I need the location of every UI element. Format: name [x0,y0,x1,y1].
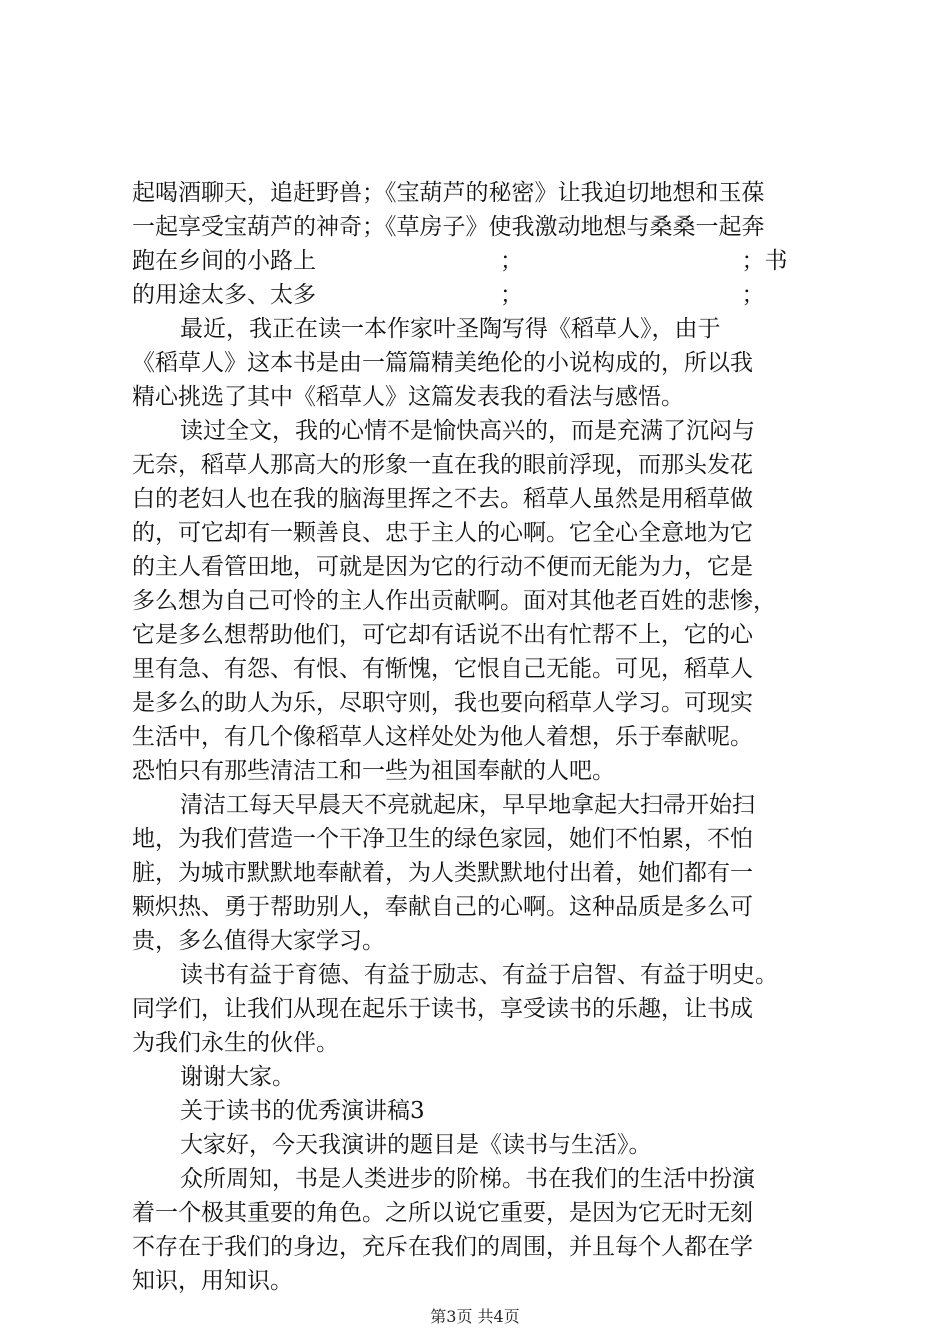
paragraph-start-line: 众所周知，书是人类进步的阶梯。书在我们的生活中扮演 [180,1166,755,1192]
page-footer: 第3页 共4页 [430,1307,520,1326]
text-line: 是多么的助人为乐，尽职守则，我也要向稻草人学习。可现实 [132,690,753,716]
text-line: 颗炽热、勇于帮助别人，奉献自己的心啊。这种品质是多么可 [132,894,753,920]
text-line: 为我们永生的伙伴。 [132,1030,339,1056]
paragraph-start-line: 清洁工每天早晨天不亮就起床，早早地拿起大扫帚开始扫 [180,792,755,818]
text-line: 恐怕只有那些清洁工和一些为祖国奉献的人吧。 [132,758,615,784]
paragraph-start-line: 读过全文，我的心情不是愉快高兴的，而是充满了沉闷与 [180,418,755,444]
text-line: 的用途太多、太多 ； ； [132,282,765,308]
text-line: 跑在乡间的小路上 ； ；书 [132,248,788,274]
text-line: 脏，为城市默默地奉献着，为人类默默地付出着，她们都有一 [132,860,753,886]
text-line: 地，为我们营造一个干净卫生的绿色家园，她们不怕累，不怕 [132,826,753,852]
text-line: 无奈，稻草人那高大的形象一直在我的眼前浮现，而那头发花 [132,452,753,478]
text-line: 的主人看管田地，可就是因为它的行动不便而无能为力，它是 [132,554,753,580]
text-line: 着一个极其重要的角色。之所以说它重要，是因为它无时无刻 [132,1200,753,1226]
text-line: 同学们，让我们从现在起乐于读书，享受读书的乐趣，让书成 [132,996,753,1022]
text-line: 精心挑选了其中《稻草人》这篇发表我的看法与感悟。 [132,384,684,410]
text-line: 里有急、有怨、有恨、有惭愧，它恨自己无能。可见，稻草人 [132,656,753,682]
text-line: 不存在于我们的身边，充斥在我们的周围，并且每个人都在学 [132,1234,753,1260]
text-line: 生活中，有几个像稻草人这样处处为他人着想，乐于奉献呢。 [132,724,753,750]
closing-line: 谢谢大家。 [180,1064,295,1090]
text-line: 一起享受宝葫芦的神奇；《草房子》使我激动地想与桑桑一起奔 [132,214,765,240]
text-line: 的，可它却有一颗善良、忠于主人的心啊。它全心全意地为它 [132,520,753,546]
text-line: 起喝酒聊天，追赶野兽；《宝葫芦的秘密》让我迫切地想和玉葆 [132,180,765,206]
paragraph-start-line: 最近，我正在读一本作家叶圣陶写得《稻草人》，由于 [180,316,721,342]
paragraph-start-line: 大家好，今天我演讲的题目是《读书与生活》。 [180,1132,652,1158]
text-line: 《稻草人》这本书是由一篇篇精美绝伦的小说构成的，所以我 [132,350,753,376]
text-line: 白的老妇人也在我的脑海里挥之不去。稻草人虽然是用稻草做 [132,486,753,512]
text-line: 多么想为自己可怜的主人作出贡献啊。面对其他老百姓的悲惨， [132,588,776,614]
text-line: 它是多么想帮助他们，可它却有话说不出有忙帮不上，它的心 [132,622,753,648]
text-line: 贵，多么值得大家学习。 [132,928,385,954]
paragraph-start-line: 读书有益于育德、有益于励志、有益于启智、有益于明史。 [180,962,778,988]
section-heading: 关于读书的优秀演讲稿3 [180,1098,425,1124]
text-line: 知识，用知识。 [132,1268,293,1294]
